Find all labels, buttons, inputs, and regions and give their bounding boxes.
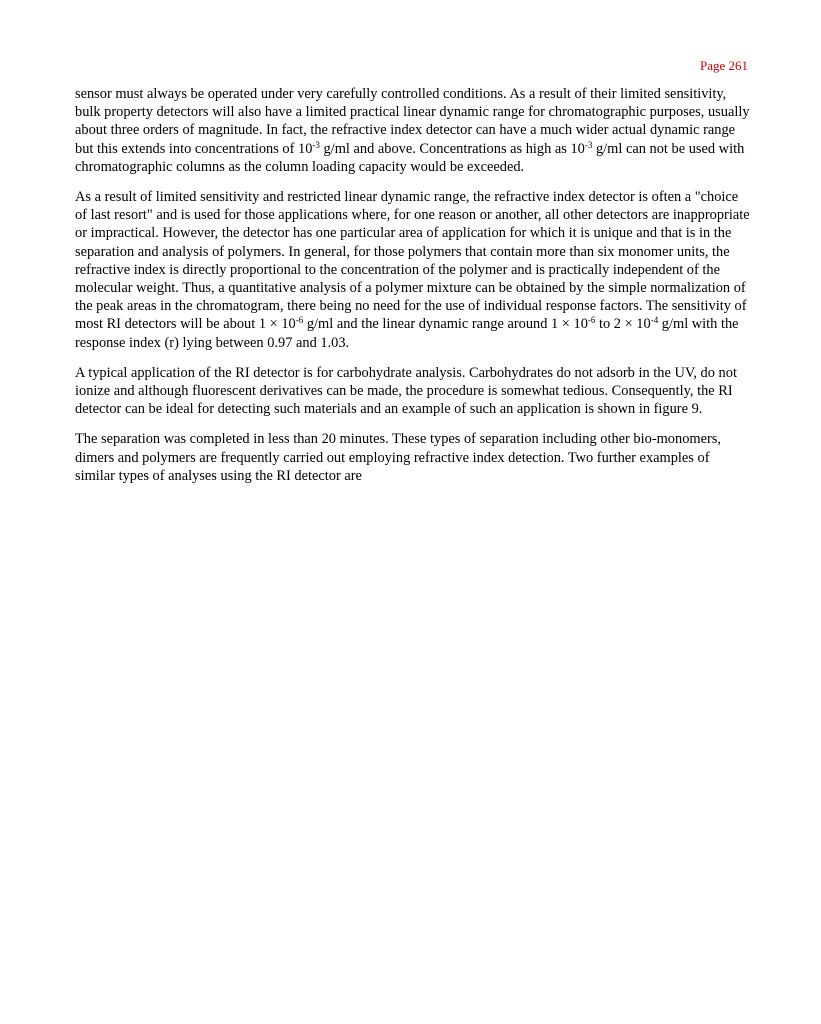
superscript-exponent: -6: [587, 315, 596, 326]
superscript-exponent: -4: [650, 315, 659, 326]
text-segment: to 2 × 10: [595, 316, 651, 333]
text-segment: g/ml and the linear dynamic range around 1 × 10: [303, 316, 588, 333]
text-segment: g/ml can not be used with chromatographic columns as the column loading capacity would be exceeded.: [75, 140, 745, 175]
superscript-exponent: -3: [584, 139, 593, 150]
superscript-exponent: -3: [312, 139, 320, 150]
superscript-exponent: -6: [295, 315, 304, 326]
paragraph-1: [75, 85, 751, 176]
text-segment: g/ml with the response index (r) lying between 0.97 and 1.03.: [75, 316, 739, 351]
paragraph-4: [75, 430, 751, 485]
text-segment: sensor must always be operated under very carefully controlled conditions. As a result of their limited sensitivity, bulk property detectors will also have a limited practical linear dynamic range for chromatographic purposes, usually about three orders of magnitude. In fact, the refractive index detector can have a much wider actual dynamic range but this extends into concentrations of 10: [75, 86, 750, 157]
text-segment: The separation was completed in less than 20 minutes. These types of separation including other bio-monomers, dimers and polymers are frequently carried out employing refractive index detection. Two further examples of similar types of analyses using the RI detector are: [75, 431, 721, 484]
page-number: Page 261: [699, 58, 748, 73]
text-segment: As a result of limited sensitivity and restricted linear dynamic range, the refractive index detector is often a "choice of last resort" and is used for those applications where, for one reason or another, all other detectors are inappropriate or impractical. However, the detector has one particular area of application for which it is unique and that is in the separation and analysis of polymers. In general, for those polymers that contain more than six monomer units, the refractive index is directly proportional to the concentration of the polymer and is practically independent of the molecular weight. Thus, a quantitative analysis of a polymer mixture can be obtained by the simple normalization of the peak areas in the chromatogram, there being no need for the use of individual response factors. The sensitivity of most RI detectors will be about 1 × 10: [75, 189, 750, 333]
paragraph-3: [75, 364, 751, 419]
text-segment: A typical application of the RI detector is for carbohydrate analysis. Carbohydrates do not adsorb in the UV, do not ionize and although fluorescent derivatives can be made, the procedure is somewhat tedious. Consequently, the RI detector can be ideal for detecting such materials and an example of such an application is shown in figure 9.: [75, 364, 737, 418]
text-segment: g/ml and above. Concentrations as high as 10: [319, 140, 585, 157]
paragraph-2: [75, 188, 751, 352]
body-text: [75, 85, 751, 497]
